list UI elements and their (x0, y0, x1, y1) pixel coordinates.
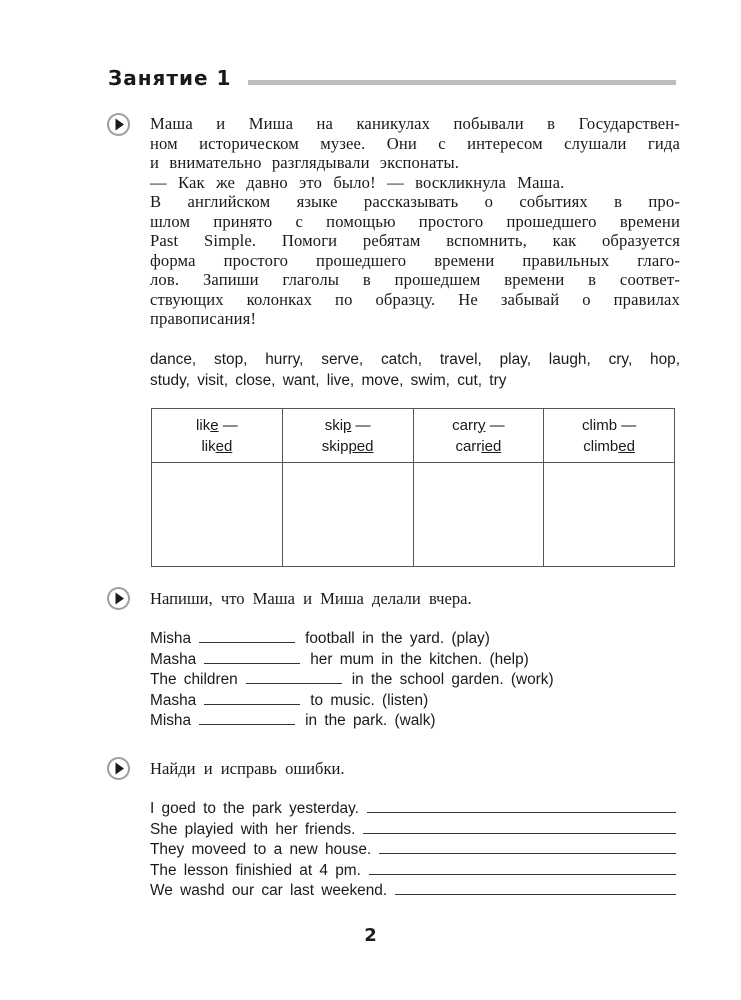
correction-row (150, 881, 676, 902)
correction-line[interactable] (363, 820, 676, 834)
header-rule (248, 80, 676, 85)
past-stem: lik (201, 437, 216, 455)
instruction-line: лов. Запиши глаголы в прошедшем времени в соответ- (150, 270, 680, 289)
error-sentence: She playied with her friends. (150, 820, 356, 838)
error-sentence: I goed to the park yesterday. (150, 800, 359, 817)
base-stem: climb (582, 416, 618, 434)
past-mark: ed (215, 437, 233, 455)
past-mark: ped (348, 437, 374, 455)
base-mark: y (477, 416, 486, 434)
past-stem: skip (321, 437, 349, 455)
table-header-cell (413, 409, 544, 463)
correction-line[interactable] (369, 861, 676, 875)
correction-line[interactable] (367, 799, 676, 813)
answer-blank[interactable] (199, 711, 295, 725)
table-header-cell (544, 409, 675, 463)
error-sentence: The lesson finishied at 4 pm. (150, 861, 361, 879)
row-rest: in the school garden. (work) (351, 671, 554, 688)
base-mark: p (343, 416, 352, 434)
instruction-line: и внимательно разглядывали экспонаты. (150, 153, 460, 172)
verb-list (150, 349, 680, 391)
answer-cell-climb[interactable] (544, 463, 675, 567)
past-stem: climb (583, 437, 619, 455)
task3-title: Найди и исправь ошибки. (150, 759, 345, 778)
answer-cell-skip[interactable] (282, 463, 413, 567)
instruction-line: шлом принято с помощью простого прошедшего времени (150, 211, 680, 231)
table-header-cell (282, 409, 413, 463)
correction-line[interactable] (379, 840, 676, 854)
task2-sentences (150, 629, 680, 732)
row-subject: Masha (150, 650, 197, 668)
correction-row (150, 861, 676, 882)
play-circle-icon (106, 112, 131, 137)
verb-list-line: dance, stop, hurry, serve, catch, travel, play, laugh, cry, hop, (150, 351, 680, 368)
error-sentence: They moveed to a new house. (150, 841, 372, 858)
row-rest: to music. (listen) (310, 691, 429, 709)
error-sentence: We washd our car last weekend. (150, 882, 388, 899)
past-mark: ed (618, 437, 635, 455)
row-rest: her mum in the kitchen. (help) (310, 650, 529, 668)
past-stem: carr (455, 437, 482, 455)
base-stem: ski (324, 416, 344, 434)
verb-table (151, 408, 675, 567)
correction-row (150, 820, 676, 841)
base-tail: — (351, 416, 371, 434)
answer-cell-carry[interactable] (413, 463, 544, 567)
instruction-line: — Как же давно это было! — воскликнула Маша. (150, 172, 565, 192)
answer-cell-like[interactable] (152, 463, 283, 567)
instruction-line: Past Simple. Помоги ребятам вспомнить, как образуется (150, 231, 680, 250)
table-header-cell (152, 409, 283, 463)
base-mark: e (210, 416, 219, 434)
answer-blank[interactable] (204, 691, 300, 705)
answer-blank[interactable] (204, 650, 300, 664)
fill-in-row (150, 629, 680, 650)
row-subject: Misha (150, 712, 192, 729)
fill-in-row (150, 670, 680, 691)
task1-instructions (150, 114, 680, 329)
answer-blank[interactable] (246, 670, 342, 684)
base-stem: lik (196, 416, 211, 434)
instruction-line: форма простого прошедшего времени правильных глаго- (150, 250, 680, 270)
lesson-title: Занятие 1 (108, 66, 232, 90)
correction-line[interactable] (395, 881, 676, 895)
fill-in-row (150, 711, 680, 732)
instruction-line: ном историческом музее. Они с интересом слушали гида (150, 133, 680, 153)
base-tail: — (485, 416, 505, 434)
task3-sentences (150, 799, 676, 902)
verb-list-line: study, visit, close, want, live, move, swim, cut, try (150, 372, 507, 389)
lesson-header (108, 66, 676, 92)
answer-blank[interactable] (199, 629, 295, 643)
fill-in-row (150, 650, 680, 671)
fill-in-row (150, 691, 680, 712)
instruction-line: ствующих колонках по образцу. Не забывай о правилах (150, 289, 680, 309)
past-mark: ied (481, 437, 502, 455)
instruction-line: Маша и Миша на каникулах побывали в Государствен- (150, 114, 680, 133)
correction-row (150, 799, 676, 820)
row-rest: in the park. (walk) (305, 712, 436, 729)
row-rest: football in the yard. (play) (305, 630, 490, 647)
play-circle-icon (106, 756, 131, 781)
row-subject: The children (150, 671, 238, 688)
base-tail: — (218, 416, 238, 434)
task2-title: Напиши, что Маша и Миша делали вчера. (150, 589, 472, 608)
row-subject: Misha (150, 630, 192, 647)
play-circle-icon (106, 586, 131, 611)
correction-row (150, 840, 676, 861)
row-subject: Masha (150, 691, 197, 709)
instruction-line: В английском языке рассказывать о событиях в про- (150, 192, 680, 211)
page-number: 2 (364, 925, 377, 946)
base-tail: — (617, 416, 637, 434)
instruction-line: правописания! (150, 309, 257, 328)
base-stem: carr (452, 416, 478, 434)
